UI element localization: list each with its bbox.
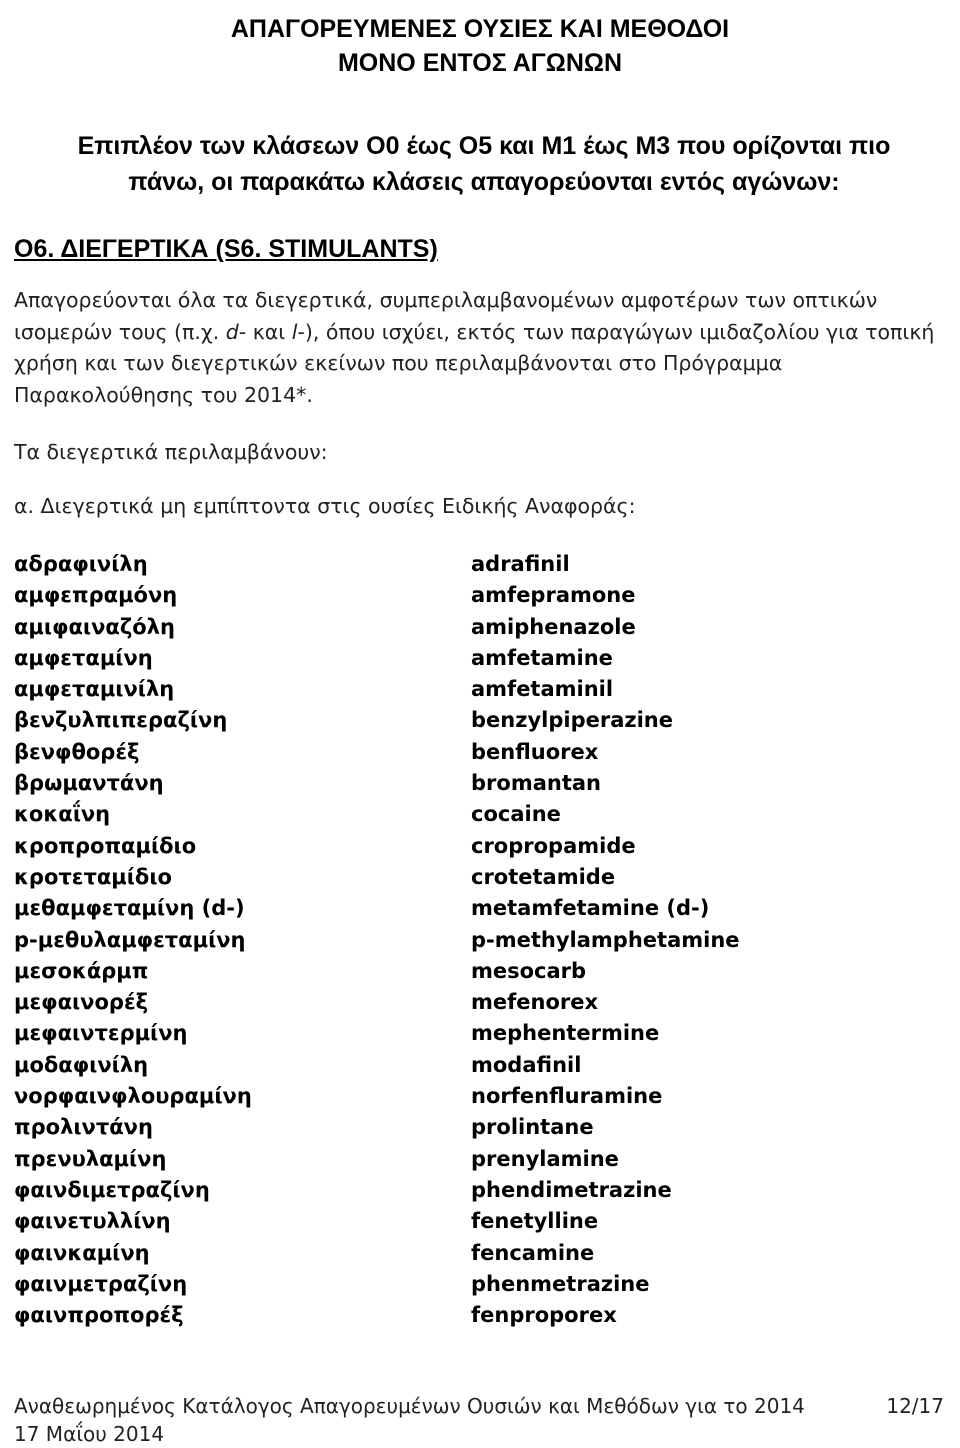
substance-greek: φαινπροπορέξ <box>14 1303 184 1328</box>
substance-greek: κροπροπαμίδιο <box>14 833 197 858</box>
substance-greek: μεφαινορέξ <box>14 990 149 1015</box>
substance-english: mefenorex <box>471 990 599 1015</box>
substance-greek: αδραφινίλη <box>14 552 148 576</box>
substance-greek: βενφθορέξ <box>14 739 140 764</box>
substance-english: cocaine <box>471 802 561 827</box>
substance-english: phendimetrazine <box>471 1177 672 1202</box>
substance-english: norfenfluramine <box>471 1084 663 1109</box>
substance-english: benfluorex <box>471 739 599 764</box>
page-title-line-2: ΜΟΝΟ ΕΝΤΟΣ ΑΓΩΝΩΝ <box>337 49 622 77</box>
substance-greek: μεφαιντερμίνη <box>14 1021 188 1046</box>
substance-greek: αμφεταμινίλη <box>14 677 175 702</box>
substance-english: metamfetamine (d-) <box>471 896 710 921</box>
page-title <box>0 12 960 80</box>
substance-greek: μοδαφινίλη <box>14 1052 149 1077</box>
substance-greek: αμφεταμίνη <box>14 645 153 670</box>
substance-english: cropropamide <box>471 833 636 858</box>
page-title-line-1: ΑΠΑΓΟΡΕΥΜΕΝΕΣ ΟΥΣΙΕΣ ΚΑΙ ΜΕΘΟΔΟΙ <box>230 15 730 43</box>
substance-english: modafinil <box>471 1052 582 1077</box>
substance-greek: προλιντάνη <box>14 1115 153 1140</box>
substance-greek: αμφεπραμόνη <box>14 583 178 608</box>
section-description <box>14 285 949 411</box>
subsection-label: α. Διεγερτικά μη εμπίπτοντα στις ουσίες Ειδικής Αναφοράς: <box>14 494 636 518</box>
substance-greek: μεθαμφεταμίνη (d-) <box>14 896 245 921</box>
substance-greek: p-μεθυλαμφεταμίνη <box>14 927 246 952</box>
substance-greek: νορφαινφλουραμίνη <box>14 1084 252 1109</box>
includes-label: Τα διεγερτικά περιλαμβάνουν: <box>14 440 328 464</box>
substance-english: benzylpiperazine <box>471 708 673 733</box>
description-text: Απαγορεύονται όλα τα διεγερτικά, συμπεριλαμβανομένων αμφοτέρων των οπτικών ισομερών τους (π.χ. <box>14 288 878 344</box>
substance-english: fenproporex <box>471 1303 617 1328</box>
footer-date: 17 Μαΐου 2014 <box>14 1422 165 1446</box>
substance-english: p-methylamphetamine <box>471 927 740 952</box>
substance-english: prenylamine <box>471 1146 619 1171</box>
substance-english: adrafinil <box>471 552 570 576</box>
substance-english: prolintane <box>471 1115 594 1140</box>
page-number: 12/17 <box>886 1394 944 1418</box>
substance-english: fencamine <box>471 1240 595 1265</box>
substance-greek: κοκαΐνη <box>14 802 111 827</box>
d-isomer: d <box>225 319 239 344</box>
english-substance-list <box>471 549 740 1331</box>
substance-greek: πρενυλαμίνη <box>14 1146 167 1171</box>
substance-english: bromantan <box>471 771 601 796</box>
page-footer <box>14 1392 944 1448</box>
substance-english: amfetaminil <box>471 677 614 702</box>
substance-english: mesocarb <box>471 958 587 983</box>
intro-text <box>24 128 944 200</box>
substance-english: phenmetrazine <box>471 1271 650 1296</box>
substance-greek: βενζυλπιπεραζίνη <box>14 708 228 733</box>
substance-greek: φαινδιμετραζίνη <box>14 1177 210 1202</box>
substance-greek: βρωμαντάνη <box>14 771 164 796</box>
l-isomer: l <box>291 319 298 344</box>
intro-line-2: πάνω, οι παρακάτω κλάσεις απαγορεύονται εντός αγώνων: <box>128 168 840 196</box>
substance-greek: κροτεταμίδιο <box>14 864 172 889</box>
section-heading: Ο6. ΔΙΕΓΕΡΤΙΚΑ (S6. STIMULANTS) <box>14 235 438 263</box>
substance-greek: φαινετυλλίνη <box>14 1209 171 1234</box>
substance-english: fenetylline <box>471 1209 599 1234</box>
substance-english: mephentermine <box>471 1021 660 1046</box>
description-text: - και <box>238 319 292 344</box>
substance-english: crotetamide <box>471 864 616 889</box>
footer-document-title: Αναθεωρημένος Κατάλογος Απαγορευμένων Ουσιών και Μεθόδων για το 2014 <box>14 1394 805 1418</box>
substance-greek: φαινκαμίνη <box>14 1240 150 1265</box>
substance-greek: φαινμετραζίνη <box>14 1271 188 1296</box>
intro-line-1: Επιπλέον των κλάσεων Ο0 έως Ο5 και Μ1 έως Μ3 που ορίζονται πιο <box>77 132 891 160</box>
greek-substance-list <box>14 549 252 1331</box>
substance-english: amfepramone <box>471 583 636 608</box>
substance-greek: μεσοκάρμπ <box>14 958 149 983</box>
substance-english: amiphenazole <box>471 614 636 639</box>
substance-english: amfetamine <box>471 645 613 670</box>
description-text: -), όπου ισχύει, εκτός των παραγώγων ιμιδαζολίου για τοπική χρήση και των διεγερτικών εκείνων που περιλαμβάνονται στο Πρόγραμμα Παρακολούθησης του 2014*. <box>14 319 935 407</box>
substance-greek: αμιφαιναζόλη <box>14 614 175 639</box>
